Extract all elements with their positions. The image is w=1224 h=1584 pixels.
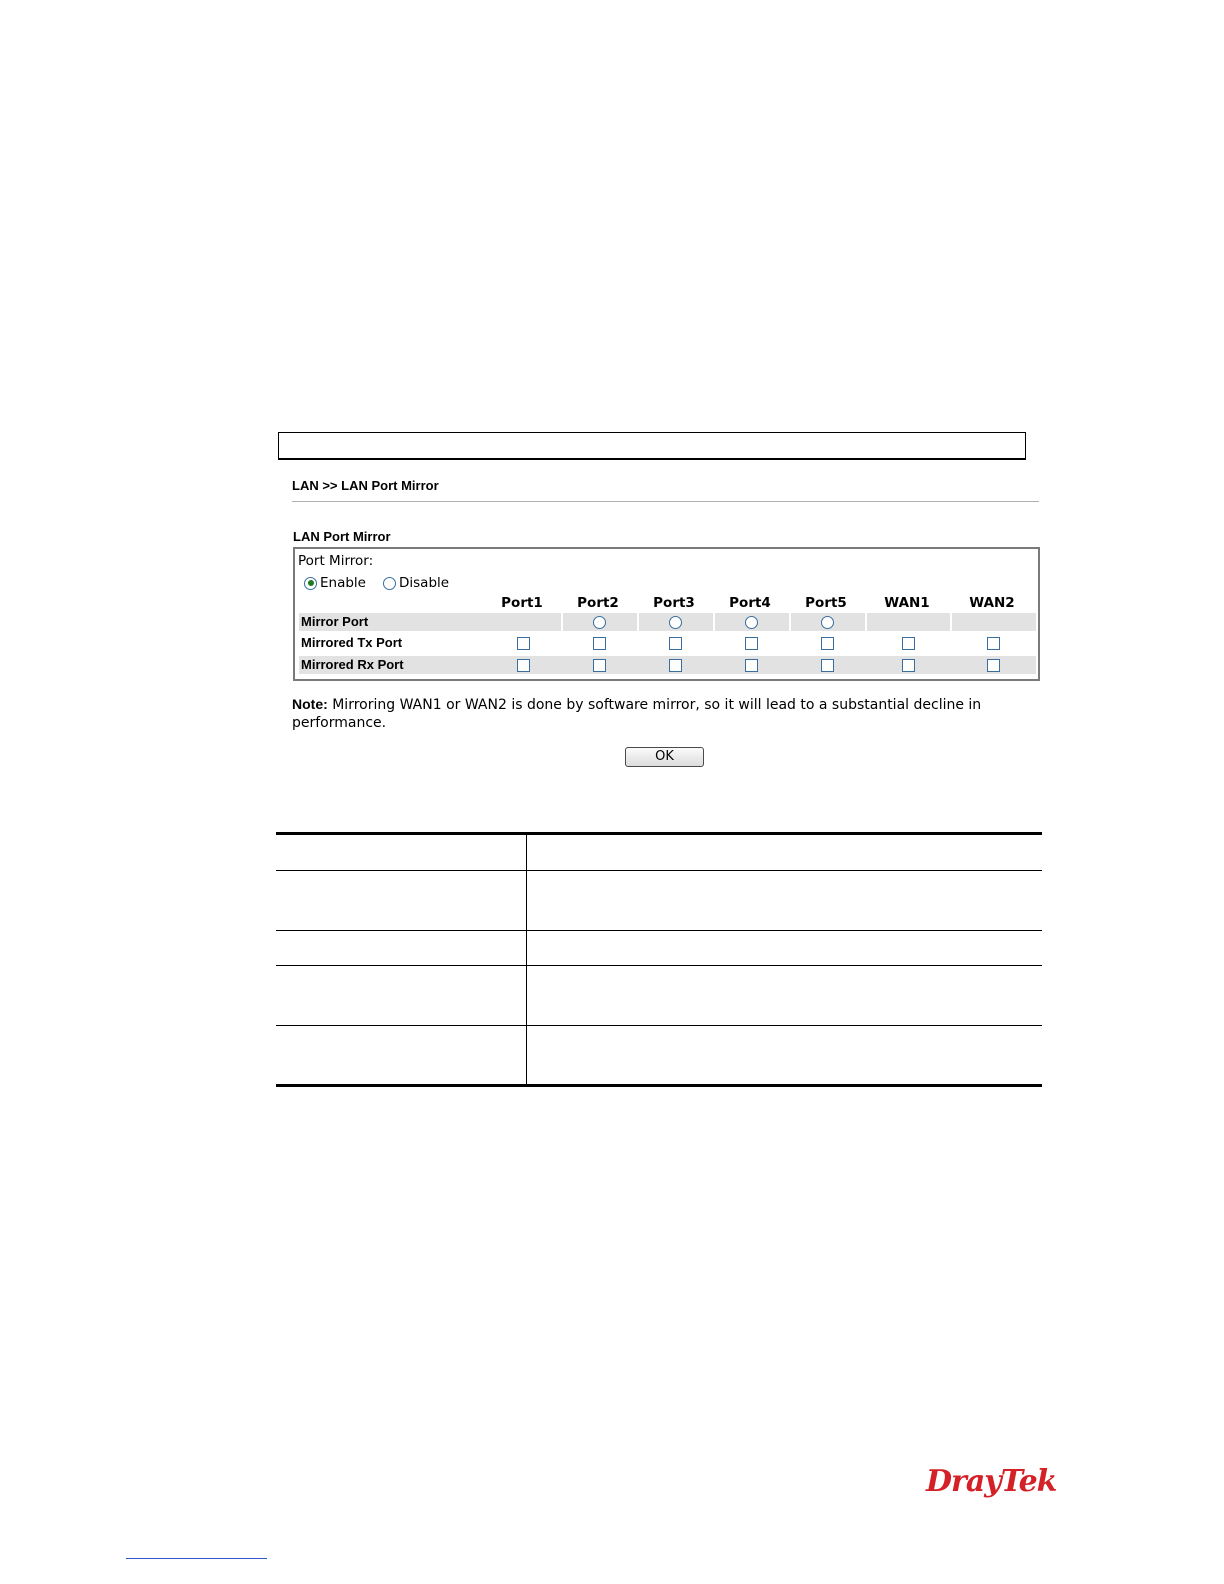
table-row (276, 1026, 1042, 1086)
mirror-port-port4-cell (715, 613, 789, 631)
footer-link-underline[interactable] (126, 1558, 267, 1559)
mirror-port-port2-cell (563, 613, 637, 631)
rx-wan1-checkbox[interactable] (902, 659, 915, 672)
mirror-port-port3-cell (639, 613, 713, 631)
rx-port3-checkbox[interactable] (669, 659, 682, 672)
tx-port4-checkbox[interactable] (745, 637, 758, 650)
top-empty-box (278, 432, 1026, 460)
enable-radio-option[interactable] (304, 575, 366, 591)
rx-port5-checkbox[interactable] (821, 659, 834, 672)
rx-port-row (299, 656, 1036, 674)
mirror-port-port3-radio[interactable] (669, 616, 682, 629)
mirror-port-port1-cell (487, 613, 561, 631)
enable-label: Enable (320, 575, 366, 591)
breadcrumb: LAN >> LAN Port Mirror (292, 478, 439, 493)
port-mirror-panel (293, 547, 1040, 681)
mirror-port-wan2-cell (952, 613, 1036, 631)
rx-wan2-checkbox[interactable] (987, 659, 1000, 672)
mirror-port-row (299, 613, 1036, 631)
tx-port-label: Mirrored Tx Port (301, 635, 403, 650)
rx-port-label: Mirrored Rx Port (301, 657, 404, 672)
rx-port4-checkbox[interactable] (745, 659, 758, 672)
tx-port1-checkbox[interactable] (517, 637, 530, 650)
description-table (276, 832, 1042, 1087)
disable-radio-option[interactable] (383, 575, 449, 591)
enable-radio[interactable] (304, 577, 317, 590)
table-row (276, 966, 1042, 1026)
col-header-wan1: WAN1 (884, 595, 930, 611)
divider (292, 501, 1039, 502)
note-body: Mirroring WAN1 or WAN2 is done by software mirror, so it will lead to a substantial decline in performance. (292, 697, 982, 731)
disable-label: Disable (399, 575, 450, 591)
col-header-port5: Port5 (805, 595, 847, 611)
col-header-port1: Port1 (501, 595, 543, 611)
mirror-port-port4-radio[interactable] (745, 616, 758, 629)
port-mirror-label: Port Mirror: (298, 553, 374, 569)
col-header-port3: Port3 (653, 595, 695, 611)
note-text (292, 695, 1042, 732)
note-bold: Note: (292, 696, 328, 712)
table-row (276, 931, 1042, 966)
rx-port2-checkbox[interactable] (593, 659, 606, 672)
table-row (276, 871, 1042, 931)
tx-port-row (299, 634, 1036, 652)
mirror-port-port2-radio[interactable] (593, 616, 606, 629)
section-title: LAN Port Mirror (293, 529, 391, 544)
mirror-port-label: Mirror Port (301, 614, 369, 629)
rx-port1-checkbox[interactable] (517, 659, 530, 672)
mirror-port-port5-radio[interactable] (821, 616, 834, 629)
tx-wan1-checkbox[interactable] (902, 637, 915, 650)
mirror-port-port5-cell (791, 613, 865, 631)
col-header-port4: Port4 (729, 595, 771, 611)
col-header-port2: Port2 (577, 595, 619, 611)
tx-port5-checkbox[interactable] (821, 637, 834, 650)
draytek-logo: DrayTek (926, 1464, 1057, 1499)
ok-button[interactable]: OK (625, 747, 704, 767)
tx-port3-checkbox[interactable] (669, 637, 682, 650)
mirror-port-wan1-cell (867, 613, 950, 631)
table-row (276, 834, 1042, 871)
col-header-wan2: WAN2 (969, 595, 1015, 611)
tx-wan2-checkbox[interactable] (987, 637, 1000, 650)
tx-port2-checkbox[interactable] (593, 637, 606, 650)
disable-radio[interactable] (383, 577, 396, 590)
